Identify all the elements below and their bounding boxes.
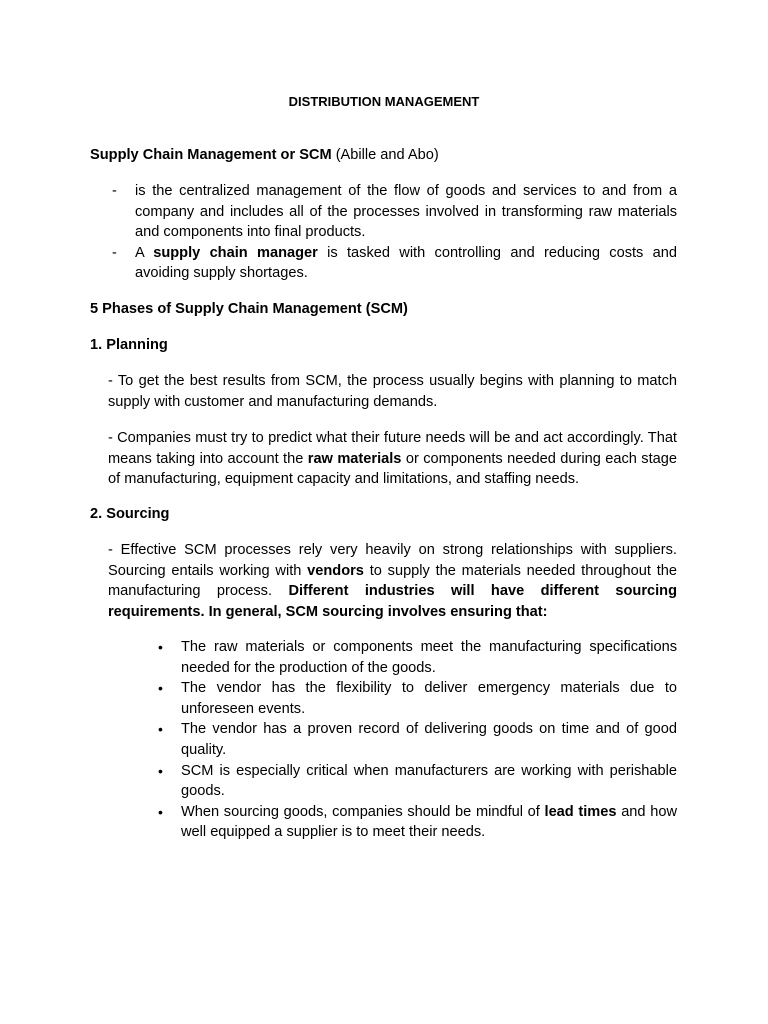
- bullet-marker: •: [158, 762, 163, 779]
- document-title: DISTRIBUTION MANAGEMENT: [288, 94, 480, 109]
- bullet-text: SCM is especially critical when manufacturers are working with perishable goods.: [181, 762, 677, 800]
- scm-item-text-post: is tasked with controlling and reducing costs and avoiding supply shortages.: [135, 244, 678, 282]
- list-item: [108, 802, 677, 843]
- bullet-text: The vendor has the flexibility to deliver emergency materials due to unforeseen events.: [181, 680, 677, 717]
- planning-p2-post: or components needed during each stage of manufacturing, equipment capacity and limitations, and staffing needs.: [108, 450, 678, 488]
- planning-p2-bold: raw materials: [307, 450, 402, 467]
- sourcing-heading: 2. Sourcing: [90, 506, 170, 522]
- dash-marker: -: [112, 183, 117, 199]
- sourcing-p-bold-requirements: Different industries will have different sourcing requirements. In general, SCM sourcing involves ensuring that:: [108, 583, 677, 620]
- bullet-text-pre: When sourcing goods, companies should be mindful of: [181, 803, 545, 820]
- sourcing-p-pre: - Effective SCM processes rely very heavily on strong relationships with suppliers. Sourcing entails working with: [108, 542, 677, 579]
- scm-heading: [90, 145, 677, 166]
- bullet-text: The raw materials or components meet the manufacturing specifications needed for the production of the goods.: [181, 639, 677, 676]
- planning-paragraph-2: [108, 428, 677, 490]
- bullet-marker: •: [158, 639, 163, 655]
- list-item: [108, 719, 677, 760]
- list-item: [108, 678, 677, 719]
- bullet-text-bold: lead times: [544, 803, 617, 820]
- bullet-text: The vendor has a proven record of delivering goods on time and of good quality.: [181, 721, 677, 758]
- sourcing-bullet-list: [108, 637, 677, 843]
- bullet-marker: •: [158, 803, 163, 820]
- bullet-marker: •: [158, 721, 163, 738]
- sourcing-paragraph: [108, 540, 677, 622]
- planning-paragraph-1: - To get the best results from SCM, the process usually begins with planning to match supply with customer and manufacturing demands.: [108, 373, 677, 410]
- scm-definition-list: [90, 181, 677, 284]
- sourcing-p-mid: to supply the materials needed throughout the manufacturing process.: [108, 562, 677, 600]
- scm-heading-bold: Supply Chain Management or SCM: [90, 147, 332, 163]
- list-item: [108, 761, 677, 802]
- phases-heading: 5 Phases of Supply Chain Management (SCM): [90, 301, 408, 317]
- planning-heading: 1. Planning: [90, 337, 168, 353]
- scm-item-text: is the centralized management of the flow of goods and services to and from a company and includes all of the processes involved in transforming raw materials and components into final products.: [135, 183, 677, 241]
- planning-p2-pre: - Companies must try to predict what their future needs will be and act accordingly. That means taking into account the: [108, 430, 677, 467]
- scm-item-text-pre: A: [135, 244, 154, 261]
- scm-item-text-bold: supply chain manager: [153, 244, 318, 261]
- list-item: [90, 243, 677, 284]
- dash-marker: -: [112, 244, 117, 261]
- sourcing-p-bold-vendors: vendors: [307, 562, 364, 579]
- list-item: [90, 181, 677, 243]
- bullet-text-post: and how well equipped a supplier is to meet their needs.: [181, 803, 677, 841]
- bullet-marker: •: [158, 680, 163, 697]
- scm-heading-citation: (Abille and Abo): [331, 147, 439, 163]
- list-item: [108, 637, 677, 678]
